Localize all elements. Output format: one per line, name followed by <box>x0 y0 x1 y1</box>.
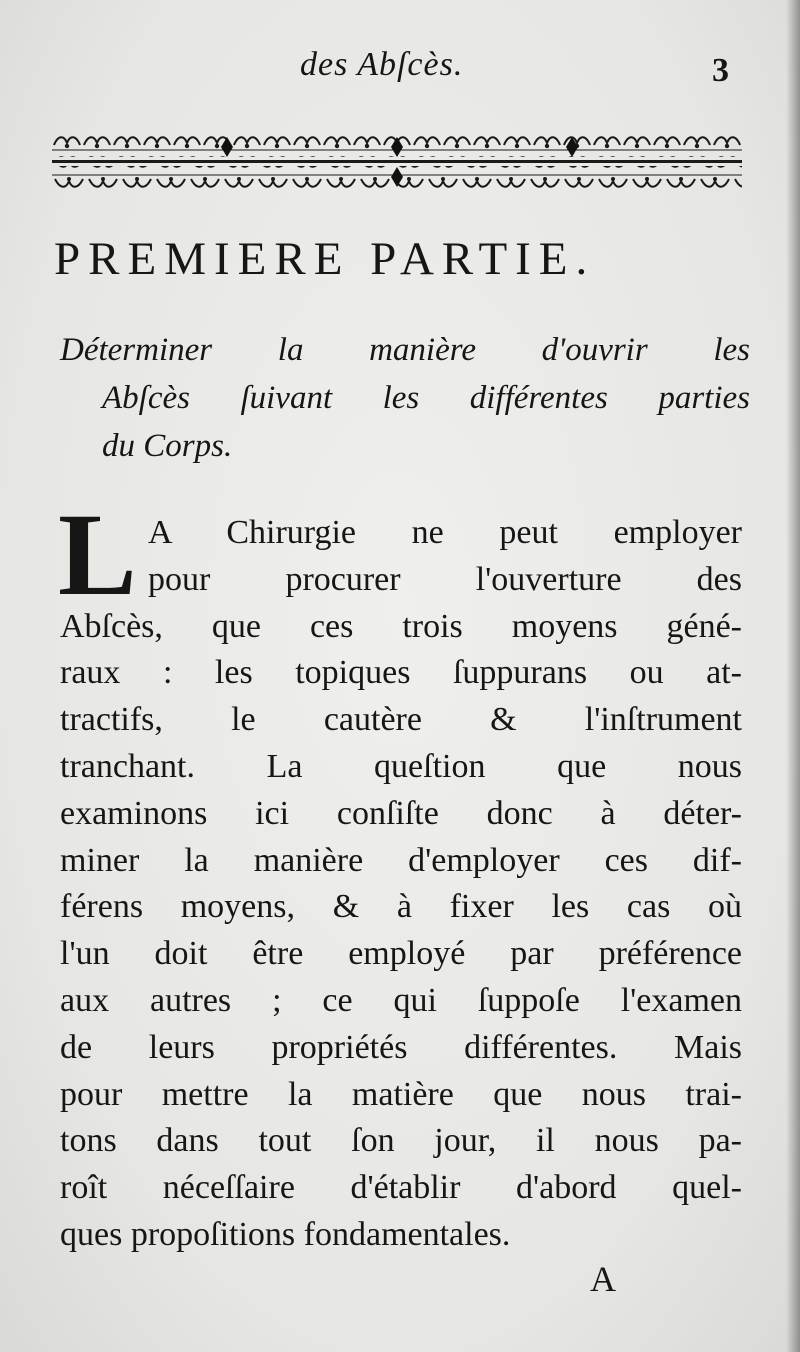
text-line: examinons ici conſiſte donc à déter- <box>60 794 742 832</box>
text-line: Abſcès, que ces trois moyens géné- <box>60 607 742 645</box>
running-head: des Abſcès. <box>300 46 464 83</box>
text-line: aux autres ; ce qui ſuppoſe l'examen <box>60 981 742 1019</box>
text-line: raux : les topiques ſuppurans ou at- <box>60 654 742 692</box>
text-line: miner la manière d'employer ces dif- <box>60 841 742 879</box>
text-line: de leurs propriétés différentes. Mais <box>60 1028 742 1066</box>
subtitle-line: du Corps. <box>102 428 233 464</box>
text-line: férens moyens, & à fixer les cas où <box>60 888 742 926</box>
text-line: A Chirurgie ne peut employer <box>148 514 742 551</box>
catchword: A <box>590 1259 616 1299</box>
text-line: pour procurer l'ouverture des <box>148 560 742 598</box>
text-line: pour mettre la matière que nous trai- <box>60 1075 742 1113</box>
drop-cap-letter: L <box>58 489 137 620</box>
subtitle-line: Abſcès ſuivant les différentes parties <box>102 380 750 416</box>
decorative-headpiece-icon <box>52 133 742 191</box>
body-paragraph <box>60 510 742 1259</box>
text-line: ques propoſitions fondamentales. <box>60 1215 511 1253</box>
text-line: roît néceſſaire d'établir d'abord quel- <box>60 1169 742 1207</box>
text-line: tons dans tout ſon jour, il nous pa- <box>60 1122 742 1160</box>
subtitle-line: Déterminer la manière d'ouvrir les <box>60 332 750 368</box>
text-line: l'un doit être employé par préférence <box>60 935 742 973</box>
part-title: PREMIERE PARTIE. <box>54 233 596 285</box>
text-line: tranchant. La queſtion que nous <box>60 747 742 785</box>
chapter-subtitle <box>60 326 750 470</box>
page-number: 3 <box>712 52 729 89</box>
text-line: tractifs, le cautère & l'inſtrument <box>60 701 742 739</box>
page-edge-shadow <box>786 0 800 1352</box>
